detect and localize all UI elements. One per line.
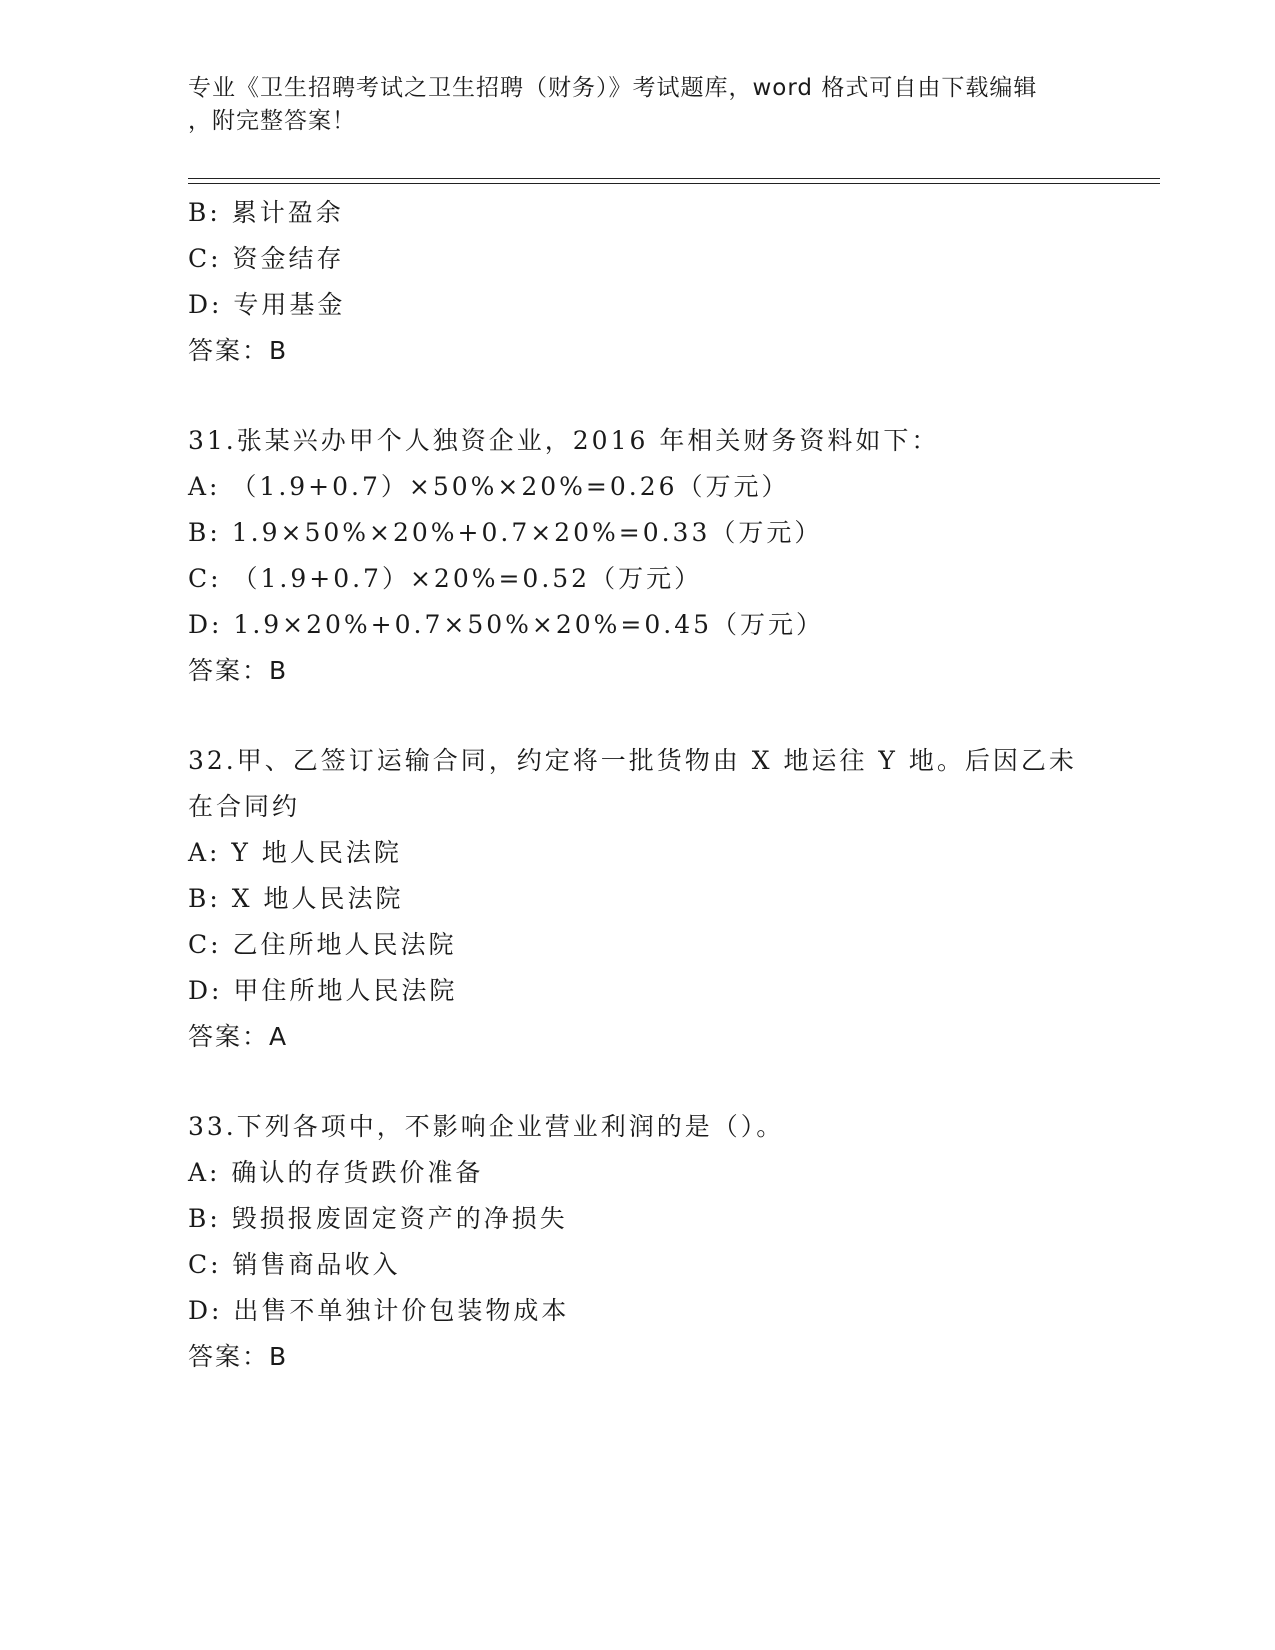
answer-line: 答案：B	[188, 336, 289, 365]
question-content	[188, 190, 1108, 1380]
option-a: A: Y 地人民法院	[188, 838, 402, 867]
question-block-31	[188, 418, 1108, 694]
option-b: B: X 地人民法院	[188, 884, 404, 913]
page-header	[188, 72, 1068, 138]
option-d: D: 1.9×20%+0.7×50%×20%=0.45（万元）	[188, 610, 825, 639]
option-c: C: 资金结存	[188, 244, 345, 273]
header-line-2: ，附完整答案！	[188, 108, 356, 134]
option-d: D: 甲住所地人民法院	[188, 976, 458, 1005]
option-d: D: 出售不单独计价包装物成本	[188, 1296, 570, 1325]
question-text-continued: 在合同约	[188, 792, 301, 821]
question-block-33	[188, 1104, 1108, 1380]
option-c: C: （1.9+0.7）×20%=0.52（万元）	[188, 564, 703, 593]
question-text: 32.甲、乙签订运输合同，约定将一批货物由 X 地运往 Y 地。后因乙未	[188, 746, 1077, 775]
option-a: A: （1.9+0.7）×50%×20%=0.26（万元）	[188, 472, 790, 501]
header-divider-bottom	[188, 183, 1160, 184]
option-b: B: 毁损报废固定资产的净损失	[188, 1204, 568, 1233]
option-c: C: 乙住所地人民法院	[188, 930, 457, 959]
header-divider-top	[188, 178, 1160, 179]
question-text: 33.下列各项中，不影响企业营业利润的是（）。	[188, 1112, 785, 1141]
answer-line: 答案：A	[188, 1022, 289, 1051]
header-line-1: 专业《卫生招聘考试之卫生招聘（财务）》考试题库，word 格式可自由下载编辑	[188, 75, 1038, 101]
question-text: 31.张某兴办甲个人独资企业，2016 年相关财务资料如下：	[188, 426, 940, 455]
answer-line: 答案：B	[188, 1342, 289, 1371]
option-c: C: 销售商品收入	[188, 1250, 401, 1279]
question-block-32	[188, 738, 1108, 1060]
option-b: B: 1.9×50%×20%+0.7×20%=0.33（万元）	[188, 518, 823, 547]
option-b: B: 累计盈余	[188, 198, 344, 227]
option-d: D: 专用基金	[188, 290, 346, 319]
option-a: A: 确认的存货跌价准备	[188, 1158, 484, 1187]
answer-line: 答案：B	[188, 656, 289, 685]
question-block-continued	[188, 190, 1108, 374]
